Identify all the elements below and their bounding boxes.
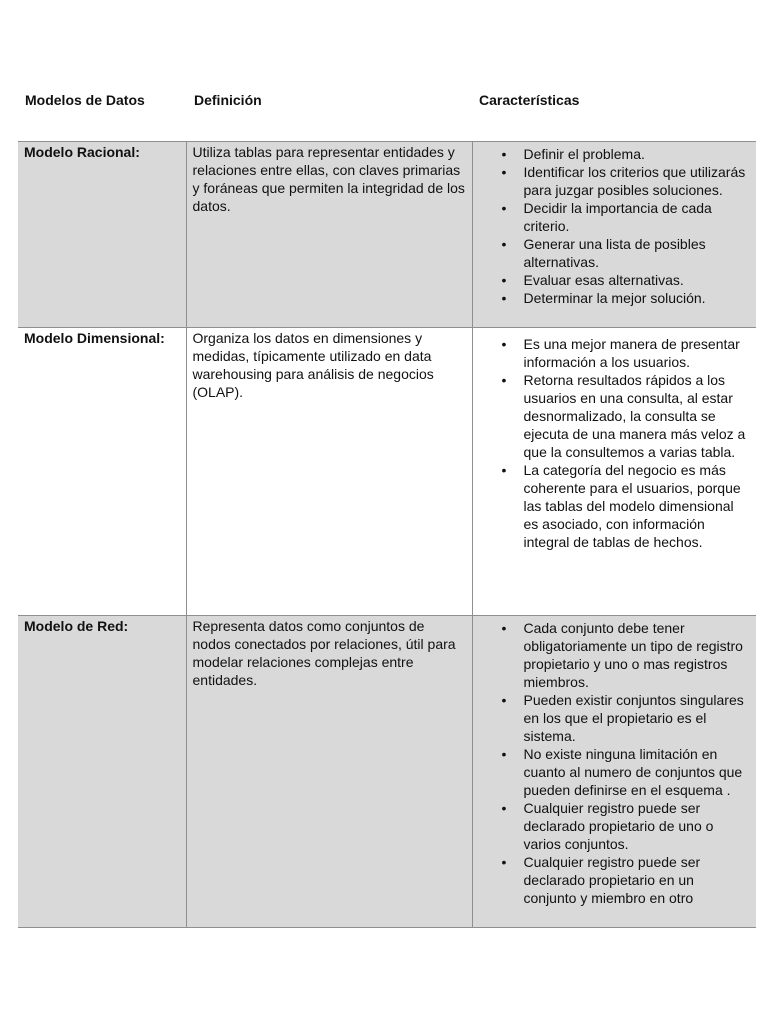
list-item: • Es una mejor manera de presentar información a los usuarios. — [524, 335, 751, 371]
list-item: • Identificar los criterios que utilizarás para juzgar posibles soluciones. — [524, 163, 751, 199]
table-row — [18, 142, 756, 328]
list-item: • Determinar la mejor solución. — [524, 289, 751, 307]
characteristics-list — [473, 145, 751, 307]
table-row — [18, 616, 756, 928]
model-name-cell — [18, 142, 186, 328]
data-models-table — [18, 141, 756, 928]
model-name: Modelo Racional: — [24, 144, 140, 160]
list-item: • La categoría del negocio es más coherente para el usuarios, porque las tablas del modelo dimensional es asociado, con información integral de tablas de hechos. — [524, 461, 751, 551]
characteristics-list — [473, 619, 751, 907]
characteristics-cell — [472, 328, 756, 616]
definition-cell — [186, 142, 472, 328]
model-name: Modelo de Red: — [24, 618, 129, 634]
list-item: • Cada conjunto debe tener obligatoriamente un tipo de registro propietario y uno o mas registros miembros. — [524, 619, 751, 691]
characteristics-cell — [472, 616, 756, 928]
table-row — [18, 328, 756, 616]
definition-cell — [186, 616, 472, 928]
list-item: • Cualquier registro puede ser declarado propietario de uno o varios conjuntos. — [524, 799, 751, 853]
model-definition: Organiza los datos en dimensiones y medidas, típicamente utilizado en data warehousing para análisis de negocios (OLAP). — [192, 330, 434, 400]
list-item: • Generar una lista de posibles alternativas. — [524, 235, 751, 271]
model-name: Modelo Dimensional: — [24, 330, 165, 346]
list-item: • Definir el problema. — [524, 145, 751, 163]
header-definition: Definición — [194, 92, 262, 108]
list-item: • No existe ninguna limitación en cuanto al numero de conjuntos que pueden definirse en el esquema . — [524, 745, 751, 799]
characteristics-cell — [472, 142, 756, 328]
list-item: • Decidir la importancia de cada criterio. — [524, 199, 751, 235]
table-header — [0, 92, 768, 112]
header-characteristics: Características — [479, 92, 580, 108]
definition-cell — [186, 328, 472, 616]
characteristics-list — [473, 335, 751, 551]
model-definition: Utiliza tablas para representar entidades y relaciones entre ellas, con claves primarias y foráneas que permiten la integridad de los datos. — [192, 144, 465, 214]
model-name-cell — [18, 616, 186, 928]
header-models: Modelos de Datos — [25, 92, 145, 108]
model-name-cell — [18, 328, 186, 616]
model-definition: Representa datos como conjuntos de nodos conectados por relaciones, útil para modelar relaciones complejas entre entidades. — [192, 618, 456, 688]
list-item: • Evaluar esas alternativas. — [524, 271, 751, 289]
list-item: • Retorna resultados rápidos a los usuarios en una consulta, al estar desnormalizado, la consulta se ejecuta de una manera más veloz a que la consultemos a varias tabla. — [524, 371, 751, 461]
list-item: • Pueden existir conjuntos singulares en los que el propietario es el sistema. — [524, 691, 751, 745]
list-item: • Cualquier registro puede ser declarado propietario en un conjunto y miembro en otro — [524, 853, 751, 907]
